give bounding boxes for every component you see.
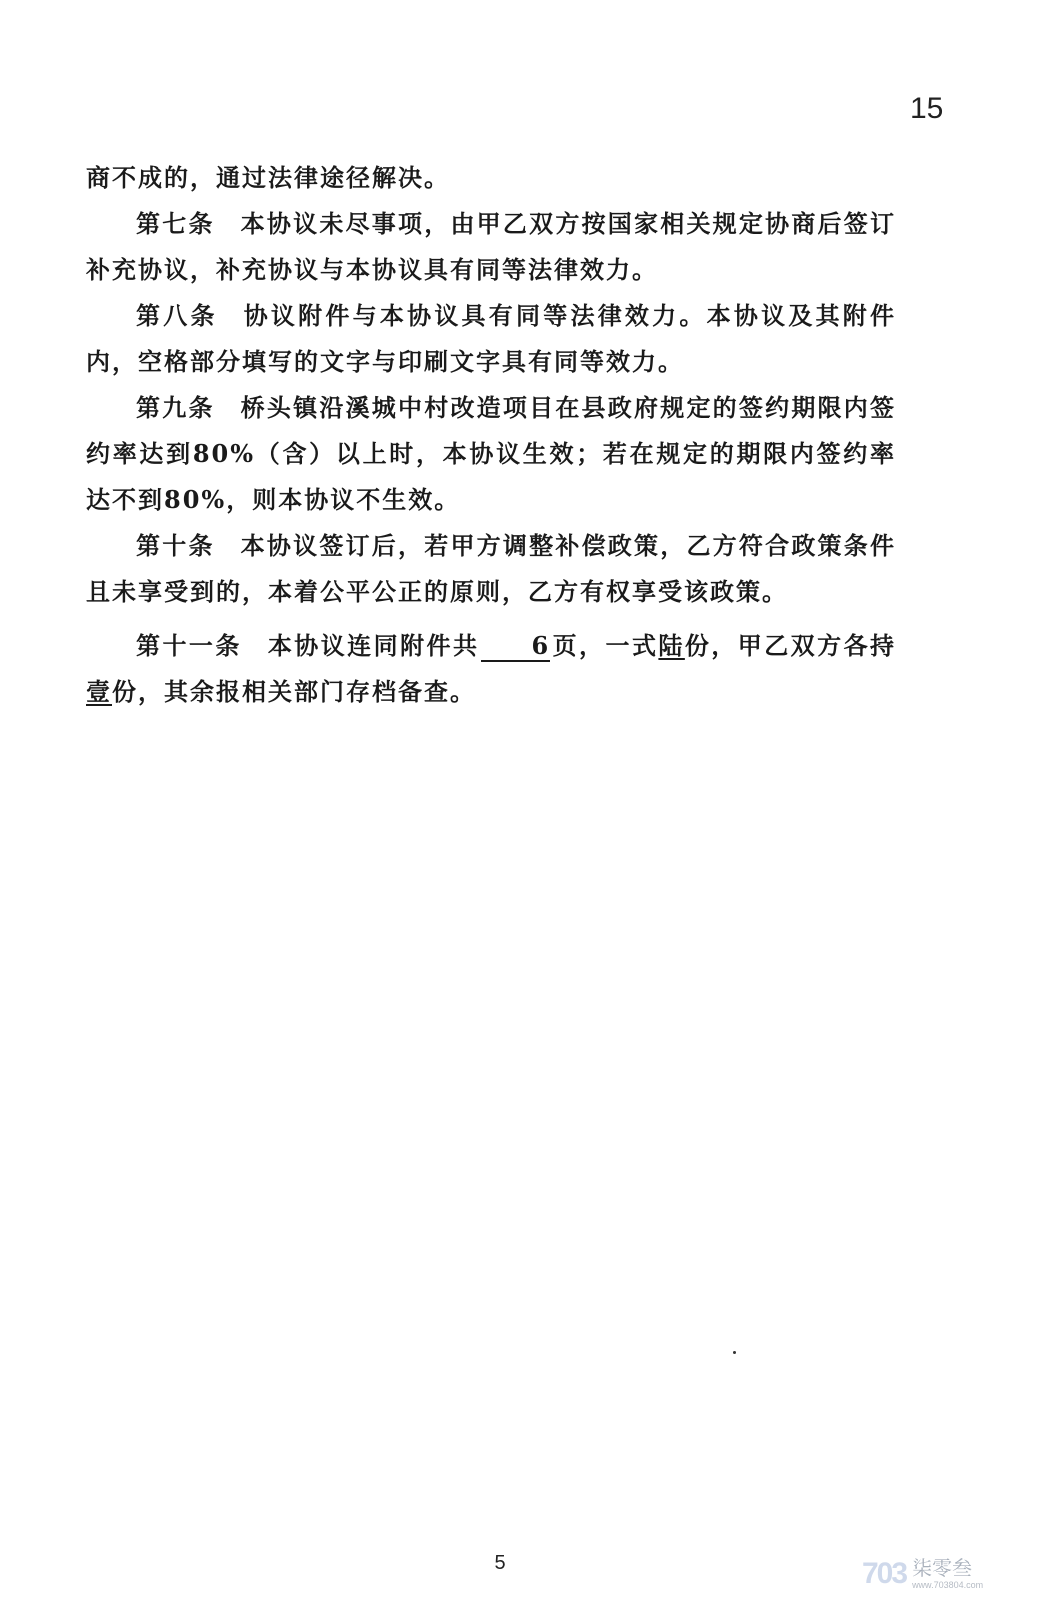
article-text: 页，一式: [552, 631, 659, 660]
paragraph-continuation: [86, 155, 896, 201]
article-text: 本协议签订后，若甲方调整补偿政策，乙方符合政策条件且未享受到的，本着公平公正的原则，乙方有权享受该政策。: [86, 531, 897, 606]
page-corner-number: 15: [910, 92, 944, 125]
article-11: [86, 623, 896, 715]
watermark-text: [912, 1557, 983, 1591]
article-text: 桥头镇沿溪城中村改造项目在县政府规定的签约期限内签约率达到80%（含）以上时，本协议生效；若在规定的期限内签约率达不到80%，则本协议不生效。: [86, 393, 897, 514]
article-7: [86, 201, 896, 293]
filled-page-count: 6: [481, 632, 550, 662]
filled-each-count: 壹: [86, 677, 112, 706]
watermark-brand: 柒零叁: [912, 1556, 973, 1580]
article-label: 第九条: [136, 393, 215, 422]
watermark: [862, 1552, 1042, 1596]
filled-copy-count: 陆: [658, 631, 685, 660]
footer-page-number: 5: [494, 1552, 506, 1574]
watermark-url: www.703804.com: [912, 1580, 984, 1590]
article-label: 第八条: [136, 301, 218, 330]
scan-speck: [733, 1351, 736, 1354]
article-label: 第十一条: [136, 631, 242, 660]
article-9: [86, 385, 896, 523]
agreement-body: [86, 155, 896, 715]
paragraph-text: 商不成的，通过法律途径解决。: [86, 163, 450, 192]
article-label: 第七条: [136, 209, 215, 238]
watermark-logo-icon: 703: [862, 1557, 907, 1590]
article-text: 本协议连同附件共: [267, 631, 480, 660]
article-text: 协议附件与本协议具有同等法律效力。本协议及其附件内，空格部分填写的文字与印刷文字具有同等效力。: [86, 301, 897, 376]
article-text: 份，其余报相关部门存档备查。: [112, 677, 476, 706]
article-text: 本协议未尽事项，由甲乙双方按国家相关规定协商后签订补充协议，补充协议与本协议具有同等法律效力。: [86, 209, 897, 284]
article-text: 份，甲乙双方各持: [684, 631, 897, 660]
article-label: 第十条: [136, 531, 215, 560]
article-10: [86, 523, 896, 615]
article-8: [86, 293, 896, 385]
